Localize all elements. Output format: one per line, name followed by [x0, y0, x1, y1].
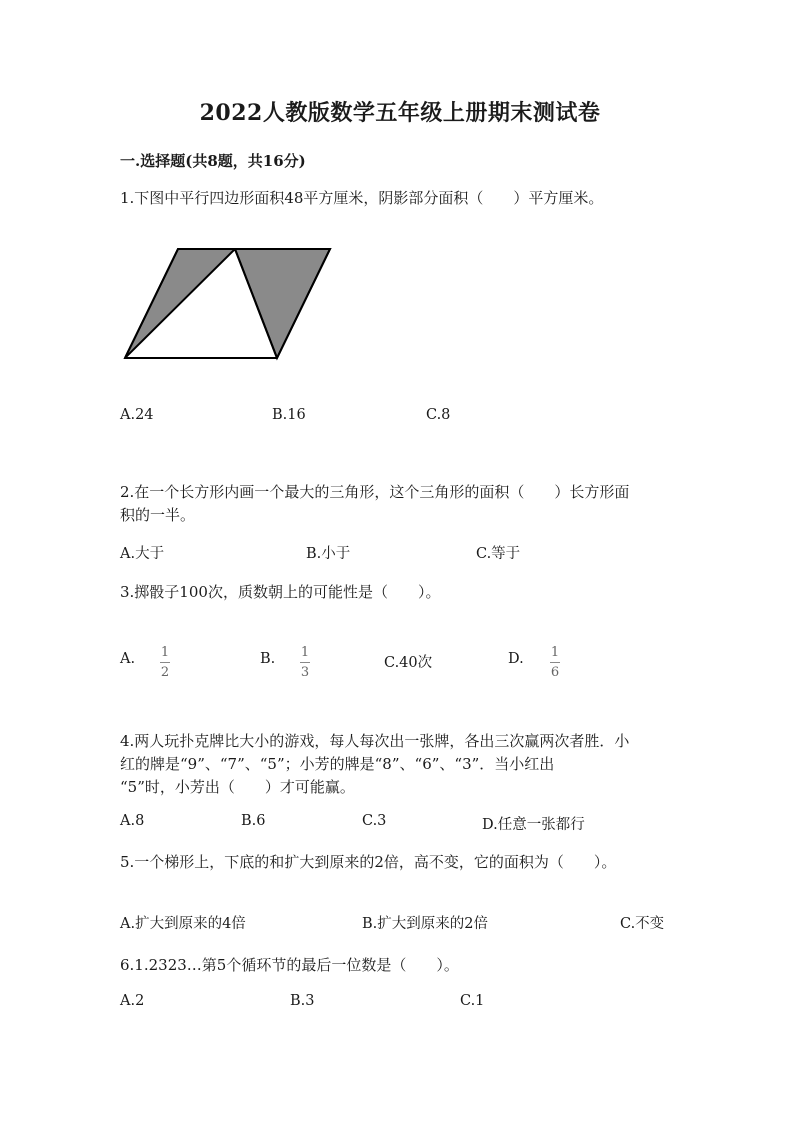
question-2-stem-line1: 2.在一个长方形内画一个最大的三角形，这个三角形的面积（ ）长方形面 [120, 483, 630, 501]
fraction-numerator: 1 [550, 645, 560, 660]
fraction-bar [550, 662, 560, 663]
question-2-stem-line2: 积的一半。 [120, 506, 196, 524]
q2-option-b: B.小于 [306, 546, 351, 562]
q1-option-b: B.16 [272, 407, 306, 423]
fraction-denominator: 2 [160, 665, 170, 680]
section-heading: 一.选择题(共8题，共16分) [120, 152, 306, 170]
fraction-numerator: 1 [300, 645, 310, 660]
fraction-denominator: 3 [300, 665, 310, 680]
question-5-stem: 5.一个梯形上，下底的和扩大到原来的2倍，高不变，它的面积为（ ）。 [120, 853, 617, 871]
page-title: 2022人教版数学五年级上册期末测试卷 [199, 100, 601, 126]
shaded-triangle-left [125, 249, 235, 358]
parallelogram-figure [120, 244, 365, 364]
fraction-denominator: 6 [550, 665, 560, 680]
q3-option-a-fraction [160, 645, 170, 680]
q3-option-a-label: A. [120, 651, 136, 667]
question-6-stem: 6.1.2323…第5个循环节的最后一位数是（ ）。 [120, 956, 459, 974]
q5-option-a: A.扩大到原来的4倍 [120, 916, 246, 932]
question-3-stem: 3.掷骰子100次，质数朝上的可能性是（ ）。 [120, 583, 441, 601]
q3-option-b-label: B. [260, 651, 276, 667]
fraction-bar [160, 662, 170, 663]
q6-option-b: B.3 [290, 993, 315, 1009]
fraction-bar [300, 662, 310, 663]
q4-option-a: A.8 [120, 813, 145, 829]
q5-option-c: C.不变 [620, 916, 665, 932]
question-4-stem-line3: “5”时，小芳出（ ）才可能赢。 [120, 778, 355, 796]
question-4-stem-line1: 4.两人玩扑克牌比大小的游戏，每人每次出一张牌，各出三次赢两次者胜．小 [120, 732, 630, 750]
q3-option-b-fraction [300, 645, 310, 680]
q4-option-c: C.3 [362, 813, 387, 829]
q6-option-a: A.2 [120, 993, 145, 1009]
question-1-stem: 1.下图中平行四边形面积48平方厘米，阴影部分面积（ ）平方厘米。 [120, 189, 604, 207]
q2-option-c: C.等于 [476, 546, 521, 562]
q1-option-a: A.24 [120, 407, 154, 423]
q1-option-c: C.8 [426, 407, 451, 423]
q3-option-d-label: D. [508, 651, 524, 667]
q4-option-d: D.任意一张都行 [482, 817, 585, 833]
q3-option-d-fraction [550, 645, 560, 680]
fraction-numerator: 1 [160, 645, 170, 660]
q3-option-c: C.40次 [384, 655, 433, 671]
shaded-triangle-right [235, 249, 330, 358]
q4-option-b: B.6 [241, 813, 266, 829]
q5-option-b: B.扩大到原来的2倍 [362, 916, 488, 932]
q2-option-a: A.大于 [120, 546, 165, 562]
q6-option-c: C.1 [460, 993, 485, 1009]
question-4-stem-line2: 红的牌是“9”、“7”、“5”；小芳的牌是“8”、“6”、“3”．当小红出 [120, 755, 555, 773]
